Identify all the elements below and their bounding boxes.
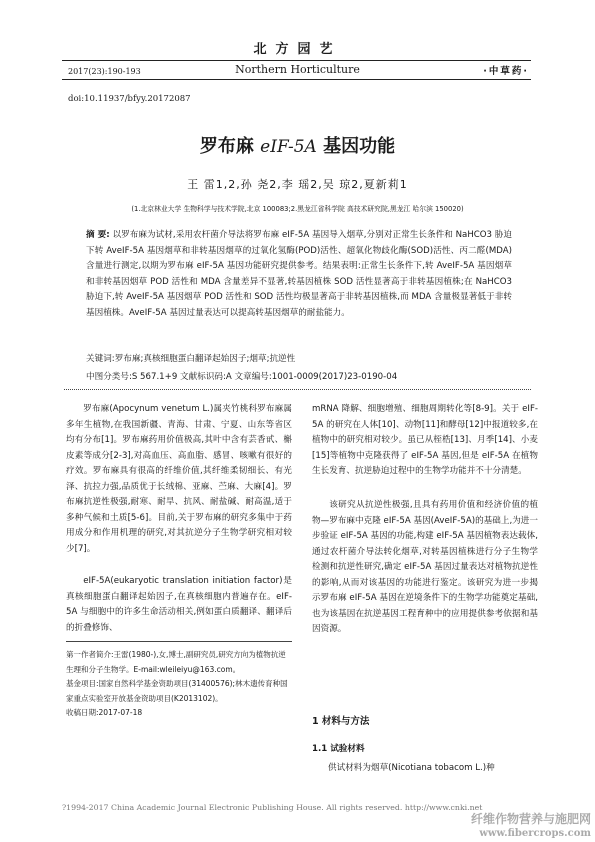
title-post: 基因功能 [323, 136, 396, 157]
keywords-label: 关键词: [86, 354, 115, 364]
doi: doi:10.11937/bfyy.20172087 [68, 94, 191, 104]
material-line: 供试材料为烟草(Nicotiana tobacom L.)种 [328, 763, 495, 773]
header-rule-top [62, 60, 531, 61]
abstract [86, 228, 512, 322]
affiliation: (1.北京林业大学 生物科学与技术学院,北京 100083;2.黑龙江省科学院 高技术研究院,黑龙江 哈尔滨 150020) [131, 205, 464, 213]
footnote-rule [66, 641, 292, 642]
watermark-cn: 纤维作物营养与施肥网 [470, 812, 591, 826]
abstract-divider [64, 389, 531, 390]
section-heading-1: 1 材料与方法 [312, 716, 370, 727]
authors: 王 雷1,2,孙 尧2,李 瑶2,吴 琼2,夏新莉1 [187, 178, 408, 191]
watermark-url: www.fibercrops.com [479, 828, 591, 839]
title-gene: eIF-5A [260, 137, 317, 157]
received-date: 收稿日期:2017-07-18 [66, 708, 143, 717]
funding-info: 基金项目:国家自然科学基金资助项目(31400576);林木遗传育种国家重点实验室开放基金资助项目(K2013102)。 [66, 679, 288, 703]
issue-info: 2017(23):190-193 [68, 67, 141, 76]
journal-title-en: Northern Horticulture [235, 63, 360, 76]
classification: 中图分类号:S 567.1+9 文献标识码:A 文章编号:1001-0009(2017)23-0190-04 [86, 372, 398, 382]
section-tag: ·中草药· [483, 66, 529, 77]
body-right-para-2: 该研究从抗逆性极强,且具有药用价值和经济价值的植物—罗布麻中克隆 eIF-5A 基因(AveIF-5A)的基础上,为进一步验证 eIF-5A 基因的功能,构建 eIF-5A 基因植物表达载体,通过农杆菌介导法转化烟草,对转基因植株进行分子生物学检测和抗逆性研究,确定 eIF-5A 基因过量表达对植物抗逆性的影响,从而对该基因的功能进行鉴定。该研究为进一步揭示罗布麻 eIF-5A 基因在逆境条件下的生物学功能奠定基础,也为该基因在抗逆基因工程育种中的应用提供参考依据和基因资源。 [312, 500, 538, 634]
title-pre: 罗布麻 [199, 136, 254, 157]
body-left-para-1: 罗布麻(Apocynum venetum L.)属夹竹桃科罗布麻属多年生植物,在我国新疆、青海、甘肃、宁夏、山东等省区均有分布[1]。罗布麻药用价值极高,其叶中含有芸香甙、槲皮素等成分[2-3],对高血压、高血脂、感冒、咳嗽有很好的疗效。罗布麻具有很高的纤维价值,其纤维柔韧细长、有光泽、抗拉力强,品质优于长绒棉、亚麻、苎麻、大麻[4]。罗布麻抗逆性极强,耐寒、耐旱、抗风、耐盐碱、耐高温,适于多种气候和土质[5-6]。目前,关于罗布麻的研究多集中于药用成分和作用机理的研究,对其抗逆分子生物学研究相对较少[7]。 [66, 404, 292, 554]
abstract-label: 摘 要: [86, 230, 110, 240]
body-right-para-1: mRNA 降解、细胞增殖、细胞周期转化等[8-9]。关于 eIF-5A 的研究在人体[10]、动物[11]和酵母[12]中报道较多,在植物中的研究相对较少。虽已从桎梏[13]、月季[14]、小麦[15]等植物中克隆获得了 eIF-5A 基因,但是 eIF-5A 在植物生长发育、抗逆胁迫过程中的生物学功能并不十分清楚。 [312, 404, 538, 476]
keywords [86, 352, 512, 367]
body-left-para-2: eIF-5A(eukaryotic translation initiation factor)是真核细胞蛋白翻译起始因子,在真核细胞内普遍存在。eIF-5A 与细胞中的许多生命活动相关,例如蛋白质翻译、翻译后的折叠修饰、 [66, 576, 292, 633]
copyright-notice: ?1994-2017 China Academic Journal Electronic Publishing House. All rights reserved. http://www.cnki.net [62, 803, 483, 812]
footnote [66, 648, 292, 721]
paper-title [0, 132, 595, 158]
header-rule-bottom [62, 79, 531, 80]
author-info: 第一作者简介:王雷(1980-),女,博士,副研究员,研究方向为植物抗逆生理和分子生物学。E-mail:wleileiyu@163.com。 [66, 650, 286, 674]
journal-title-cn: 北方园艺 [253, 42, 342, 57]
section-heading-1-1: 1.1 试验材料 [312, 744, 365, 754]
abstract-text: 以罗布麻为试材,采用农杆菌介导法将罗布麻 eIF-5A 基因导入烟草,分别对正常生长条件和 NaHCO3 胁迫下转 AveIF-5A 基因烟草和非转基因烟草的过氧化氢酶(POD)活性、超氧化物歧化酶(SOD)活性、丙二醛(MDA)含量进行测定,以期为罗布麻 eIF-5A 基因功能研究提供参考。结果表明:正常生长条件下,转 AveIF-5A 基因烟草和非转基因烟草 POD 活性和 MDA 含量差异不显著,转基因植株 SOD 活性显著高于非转基因植株;在 NaHCO3 胁迫下,转 AveIF-5A 基因烟草 POD 活性和 SOD 活性均极显著高于非转基因植株,而 MDA 含量极显著低于非转基因植株。AveIF-5A 基因过量表达可以提高转基因烟草的耐盐能力。 [86, 230, 513, 318]
keywords-text: 罗布麻;真核细胞蛋白翻译起始因子;烟草;抗逆性 [114, 354, 296, 364]
